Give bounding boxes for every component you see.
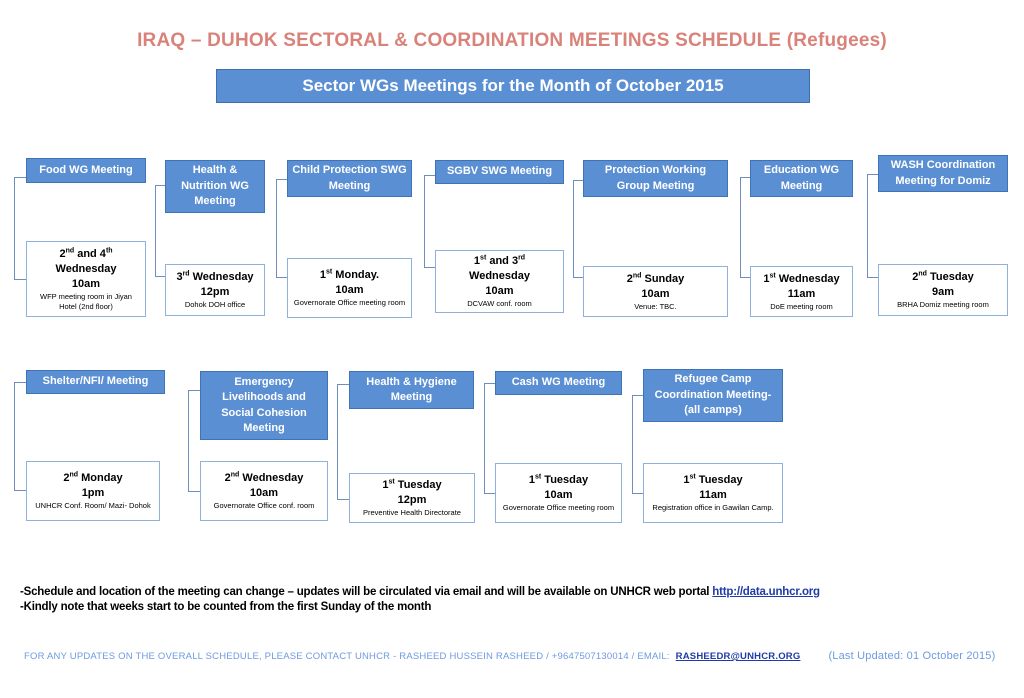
meeting-day: 1st Tuesday: [382, 478, 442, 491]
unhcr-portal-link[interactable]: http://data.unhcr.org: [712, 586, 820, 598]
protection-header: Protection Working Group Meeting: [583, 160, 728, 197]
cash-wg-header: Cash WG Meeting: [495, 371, 622, 395]
connector: [14, 382, 15, 490]
meeting-location: WFP meeting room in Jiyan Hotel (2nd floor): [40, 291, 132, 311]
connector: [867, 174, 878, 175]
meeting-location: Governorate Office meeting room: [293, 298, 406, 307]
meeting-location: Governorate Office conf. room: [213, 501, 315, 510]
wash-card: [878, 264, 1008, 316]
meeting-day: 1st Tuesday: [683, 473, 743, 486]
camp-coordination-header: Refugee Camp Coordination Meeting- (all camps): [643, 369, 783, 422]
connector: [276, 179, 277, 277]
meeting-location: Registration office in Gawilan Camp.: [652, 503, 774, 512]
schedule-change-note: -Schedule and location of the meeting can change – updates will be circulated via email and will be available on UNHCR web portal http://data.unhcr.org: [20, 586, 820, 598]
meeting-location: UNHCR Conf. Room/ Mazi- Dohok: [35, 501, 151, 510]
connector: [867, 174, 868, 277]
meeting-day: 2nd Wednesday: [224, 471, 304, 484]
connector: [632, 395, 633, 493]
education-header: Education WG Meeting: [750, 160, 853, 197]
connector: [484, 383, 495, 384]
shelter-nfi-card: [26, 461, 160, 521]
meeting-time: 10am: [485, 285, 514, 297]
meeting-day: 1st Monday.: [319, 268, 380, 281]
connector: [14, 177, 26, 178]
connector: [424, 175, 435, 176]
meeting-time: 12pm: [200, 286, 230, 298]
connector: [632, 493, 643, 494]
month-banner: Sector WGs Meetings for the Month of October 2015: [216, 69, 810, 103]
protection-card: [583, 266, 728, 317]
meeting-location: DoE meeting room: [770, 301, 833, 311]
education-card: [750, 266, 853, 317]
connector: [14, 177, 15, 279]
connector: [632, 395, 643, 396]
connector: [484, 493, 495, 494]
shelter-nfi-header: Shelter/NFI/ Meeting: [26, 370, 165, 394]
connector: [14, 382, 26, 383]
meeting-location: BRHA Domiz meeting room: [897, 300, 989, 309]
meeting-location: DCVAW conf. room: [467, 299, 532, 308]
meeting-day: 1st Wednesday: [763, 271, 840, 285]
meeting-day: 2nd Tuesday: [912, 270, 974, 283]
connector: [337, 384, 338, 499]
connector: [155, 185, 165, 186]
connector: [188, 491, 200, 492]
sgbv-card: [435, 250, 564, 313]
meeting-time: 10am: [544, 489, 573, 501]
connector: [573, 180, 574, 277]
connector: [740, 177, 741, 277]
connector: [188, 390, 189, 491]
meeting-time: 10am: [335, 284, 364, 296]
health-hygiene-header: Health & Hygiene Meeting: [349, 371, 474, 409]
connector: [155, 276, 165, 277]
meeting-day: 1st and 3rd Wednesday: [469, 254, 530, 282]
contact-email-link[interactable]: RASHEEDR@UNHCR.ORG: [675, 651, 801, 662]
last-updated: (Last Updated: 01 October 2015): [828, 650, 996, 662]
meeting-time: 1pm: [81, 487, 105, 499]
health-hygiene-card: [349, 473, 475, 523]
meeting-time: 12pm: [397, 494, 427, 506]
connector: [424, 175, 425, 267]
meeting-time: 10am: [641, 287, 670, 300]
meeting-time: 10am: [249, 487, 279, 499]
connector: [14, 279, 26, 280]
meeting-day: 1st Tuesday: [528, 473, 589, 486]
food-wg-header: Food WG Meeting: [26, 158, 146, 183]
week-count-note: -Kindly note that weeks start to be counted from the first Sunday of the month: [20, 601, 432, 613]
meeting-day: 3rd Wednesday: [176, 270, 254, 283]
connector: [337, 499, 349, 500]
health-nutrition-header: Health & Nutrition WG Meeting: [165, 160, 265, 213]
food-wg-card: [26, 241, 146, 317]
page-title: IRAQ – DUHOK SECTORAL & COORDINATION MEETINGS SCHEDULE (Refugees): [137, 30, 887, 51]
connector: [14, 490, 26, 491]
connector: [740, 277, 750, 278]
connector: [155, 185, 156, 276]
connector: [484, 383, 485, 493]
wash-header: WASH Coordination Meeting for Domiz: [878, 155, 1008, 192]
connector: [276, 277, 287, 278]
meeting-location: Governorate Office meeting room: [502, 503, 615, 512]
child-protection-header: Child Protection SWG Meeting: [287, 160, 412, 197]
cash-wg-card: [495, 463, 622, 523]
health-nutrition-card: [165, 264, 265, 316]
meeting-location: Dohok DOH office: [184, 300, 246, 309]
footer-contact-text: FOR ANY UPDATES ON THE OVERALL SCHEDULE, PLEASE CONTACT UNHCR - RASHEED HUSSEIN RASHEED / +9647507130014 / EMAIL:: [24, 651, 670, 662]
connector: [573, 180, 583, 181]
connector: [276, 179, 287, 180]
connector: [867, 277, 878, 278]
emergency-livelihoods-card: [200, 461, 328, 521]
footer-contact: [24, 650, 995, 662]
connector: [337, 384, 349, 385]
emergency-livelihoods-header: Emergency Livelihoods and Social Cohesion Meeting: [200, 371, 328, 440]
meeting-location: Preventive Health Directorate: [363, 508, 461, 517]
meeting-day: 2nd and 4th Wednesday: [55, 246, 117, 275]
camp-coordination-card: [643, 463, 783, 523]
meeting-day: 2nd Sunday: [626, 271, 685, 285]
sgbv-header: SGBV SWG Meeting: [435, 160, 564, 184]
meeting-location: Venue: TBC.: [634, 301, 677, 311]
meeting-time: 9am: [931, 286, 955, 298]
meeting-time: 11am: [787, 287, 816, 300]
meeting-day: 2nd Monday: [63, 471, 123, 484]
connector: [740, 177, 750, 178]
connector: [424, 267, 435, 268]
child-protection-card: [287, 258, 412, 318]
connector: [573, 277, 583, 278]
meeting-time: 10am: [71, 277, 101, 290]
meeting-time: 11am: [699, 489, 727, 501]
connector: [188, 390, 200, 391]
